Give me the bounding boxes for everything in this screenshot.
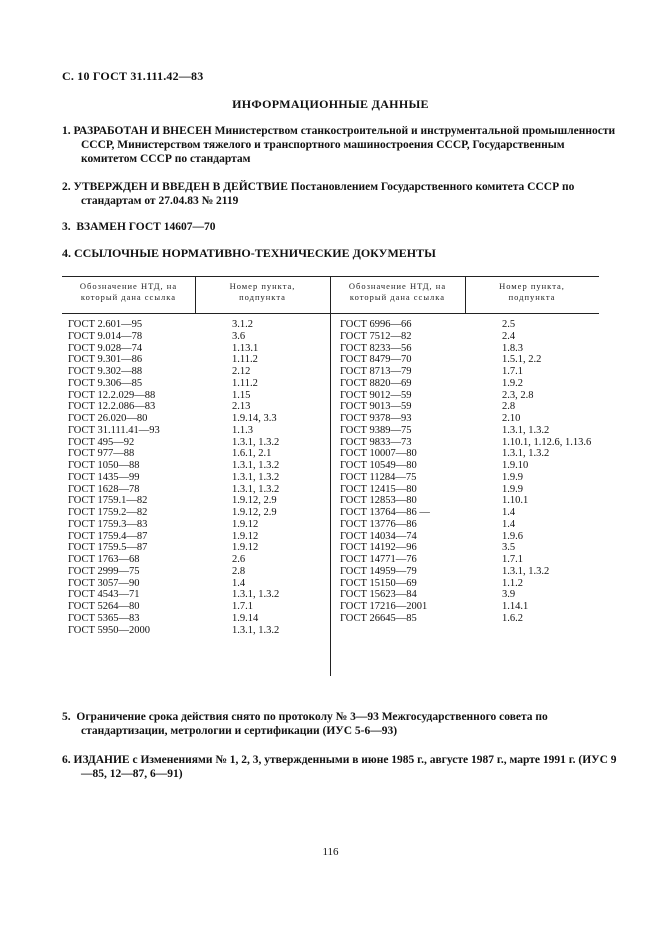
- table-cell: 2.8: [232, 565, 246, 577]
- table-cell: ГОСТ 8233—56: [340, 342, 412, 354]
- header-line: Обозначение НТД, на: [348, 281, 447, 291]
- table-cell: ГОСТ 9.302—88: [68, 366, 143, 377]
- table-cell: 1.11.2: [232, 377, 258, 389]
- table-cell: ГОСТ 1628—78: [68, 483, 140, 495]
- table-cell: ГОСТ 9.014—78: [68, 330, 143, 342]
- table-cell: 1.4: [502, 518, 516, 530]
- table-cell: 1.15: [232, 389, 251, 401]
- table-cell: 1.6.1, 2.1: [232, 448, 272, 460]
- item-number: 4.: [62, 246, 71, 260]
- references-table: [62, 276, 599, 678]
- table-cell: 1.3.1, 1.3.2: [502, 424, 550, 436]
- table-cell: 1.9.12: [232, 530, 259, 542]
- table-cell: 1.9.12: [232, 518, 259, 530]
- table-cell: 1.1.3: [232, 424, 253, 436]
- left-items-column: [232, 319, 279, 636]
- table-cell: 1.3.1, 1.3.2: [232, 589, 280, 601]
- info-item-4: [62, 246, 619, 260]
- table-cell: ГОСТ 13776—86: [340, 518, 417, 530]
- header-line: подпункта: [239, 292, 286, 302]
- header-item-left: [195, 281, 330, 303]
- item-text: Ограничение срока действия снято по протоколу № 3—93 Межгосударственного совета по стандартизации, метрологии и сертификации (ИУС 5-6—93): [76, 711, 548, 737]
- table-cell: 3.9: [502, 589, 516, 601]
- item-text: с Изменениями № 1, 2, 3, утвержденными в июне 1985 г., августе 1987 г., марте 1991 г. (ИУС 9—85, 12—87, 6—91): [81, 754, 617, 780]
- table-cell: 1.3.1, 1.3.2: [232, 471, 280, 483]
- table-cell: 1.9.12, 2.9: [232, 507, 277, 518]
- table-cell: 3.5: [502, 542, 516, 554]
- table-cell: ГОСТ 4543—71: [68, 589, 140, 601]
- table-cell: ГОСТ 9013—59: [340, 401, 412, 413]
- table-cell: 1.4: [502, 507, 516, 518]
- table-cell: ГОСТ 8479—70: [340, 354, 412, 366]
- table-cell: ГОСТ 5264—80: [68, 601, 140, 612]
- item-number: 5.: [62, 711, 71, 723]
- table-cell: 1.8.3: [502, 342, 523, 354]
- table-cell: ГОСТ 1759.1—82: [68, 495, 148, 507]
- table-cell: 1.3.1, 1.3.2: [502, 565, 550, 577]
- table-cell: ГОСТ 7512—82: [340, 330, 412, 342]
- table-cell: 2.12: [232, 366, 251, 377]
- table-cell: ГОСТ 10007—80: [340, 448, 417, 460]
- table-cell: ГОСТ 9378—93: [340, 413, 412, 424]
- table-cell: 1.9.10: [502, 460, 529, 471]
- header-item-right: [465, 281, 599, 303]
- right-docs-column: [340, 319, 430, 625]
- table-cell: ГОСТ 26.020—80: [68, 413, 148, 424]
- table-cell: ГОСТ 12415—80: [340, 483, 417, 495]
- table-cell: ГОСТ 5365—83: [68, 612, 140, 624]
- table-cell: ГОСТ 17216—2001: [340, 601, 428, 612]
- header-line: подпункта: [508, 292, 556, 302]
- table-cell: 1.3.1, 1.3.2: [232, 483, 280, 495]
- table-cell: 1.5.1, 2.2: [502, 354, 542, 366]
- table-cell: ГОСТ 1759.3—83: [68, 518, 148, 530]
- table-cell: ГОСТ 14959—79: [340, 565, 417, 577]
- item-text: Постановлением Государственного комитета СССР по стандартам от 27.04.83 № 2119: [81, 181, 575, 207]
- table-cell: 1.7.1: [232, 601, 253, 612]
- table-cell: 1.9.9: [502, 471, 523, 483]
- table-cell: ГОСТ 977—88: [68, 448, 135, 460]
- table-cell: ГОСТ 12.2.029—88: [68, 389, 156, 401]
- item-number: 6.: [62, 754, 71, 766]
- table-cell: 1.11.2: [232, 354, 258, 366]
- table-cell: ГОСТ 8820—69: [340, 377, 412, 389]
- table-cell: ГОСТ 15623—84: [340, 589, 417, 601]
- table-cell: 1.7.1: [502, 366, 523, 377]
- table-cell: 2.4: [502, 330, 516, 342]
- table-cell: ГОСТ 9.301—86: [68, 354, 143, 366]
- table-cell: 1.4: [232, 577, 246, 589]
- table-cell: 1.9.6: [502, 530, 523, 542]
- table-cell: 1.3.1, 1.3.2: [232, 436, 280, 448]
- table-cell: ГОСТ 12853—80: [340, 495, 417, 507]
- table-cell: ГОСТ 14034—74: [340, 530, 417, 542]
- table-cell: 1.9.12, 2.9: [232, 495, 277, 507]
- table-cell: ГОСТ 3057—90: [68, 577, 140, 589]
- table-cell: ГОСТ 1759.2—82: [68, 507, 148, 518]
- header-doc-left: [62, 281, 195, 303]
- table-cell: 1.13.1: [232, 342, 259, 354]
- table-cell: 3.1.2: [232, 319, 253, 330]
- item-text: Министерством станкостроительной и инструментальной промышленности СССР, Министерством тяжелого и транспортного машиностроения СССР, Государственным комитетом СССР по стандартам: [81, 125, 616, 165]
- table-cell: ГОСТ 6996—66: [340, 319, 412, 330]
- table-cell: ГОСТ 11284—75: [340, 471, 417, 483]
- item-lead: ИЗДАНИЕ: [73, 754, 130, 766]
- table-cell: ГОСТ 495—92: [68, 436, 135, 448]
- table-cell: 1.9.2: [502, 377, 523, 389]
- section-title: ИНФОРМАЦИОННЫЕ ДАННЫЕ: [232, 97, 429, 111]
- table-cell: ГОСТ 1763—68: [68, 554, 140, 565]
- table-cell: 3.6: [232, 330, 246, 342]
- table-cell: 1.9.14: [232, 612, 259, 624]
- table-cell: 2.10: [502, 413, 521, 424]
- table-cell: 1.1.2: [502, 577, 523, 589]
- table-cell: 1.3.1, 1.3.2: [232, 460, 280, 471]
- table-cell: 1.6.2: [502, 612, 523, 624]
- table-cell: 1.3.1, 1.3.2: [502, 448, 550, 460]
- table-cell: 2.13: [232, 401, 251, 413]
- table-cell: ГОСТ 1050—88: [68, 460, 140, 471]
- header-line: Номер пункта,: [229, 281, 296, 291]
- right-items-column: [502, 319, 591, 625]
- table-cell: ГОСТ 14192—96: [340, 542, 417, 554]
- table-cell: ГОСТ 9833—73: [340, 436, 412, 448]
- info-item-6: [62, 753, 619, 781]
- table-cell: 1.9.12: [232, 542, 259, 554]
- item-number: 2.: [62, 181, 71, 193]
- info-item-1: [62, 124, 619, 166]
- table-cell: ГОСТ 1435—99: [68, 471, 140, 483]
- table-cell: 1.10.1: [502, 495, 529, 507]
- table-cell: 1.10.1, 1.12.6, 1.13.6: [502, 436, 592, 448]
- item-number: 3.: [62, 221, 71, 233]
- table-cell: 1.3.1, 1.3.2: [232, 624, 280, 636]
- left-docs-column: [68, 319, 160, 636]
- table-cell: 2.8: [502, 401, 516, 413]
- table-cell: ГОСТ 1759.5—87: [68, 542, 148, 554]
- header-line: Обозначение НТД, на: [79, 281, 178, 291]
- page-header: С. 10 ГОСТ 31.111.42—83: [62, 69, 204, 83]
- table-cell: 1.9.9: [502, 483, 523, 495]
- table-cell: ГОСТ 9.306—85: [68, 377, 143, 389]
- table-cell: ГОСТ 2.601—95: [68, 319, 143, 330]
- table-cell: ГОСТ 9.028—74: [68, 342, 143, 354]
- table-cell: ГОСТ 2999—75: [68, 565, 140, 577]
- table-cell: ГОСТ 1759.4—87: [68, 530, 148, 542]
- table-cell: 2.3, 2.8: [502, 389, 534, 401]
- table-cell: ГОСТ 13764—86 —: [340, 507, 430, 518]
- info-item-2: [62, 180, 619, 208]
- table-cell: 2.5: [502, 319, 516, 330]
- header-line: который дана ссылка: [80, 292, 177, 302]
- header-line: который дана ссылка: [349, 292, 446, 302]
- header-doc-right: [330, 281, 465, 303]
- table-cell: ГОСТ 12.2.086—83: [68, 401, 156, 413]
- table-cell: 1.7.1: [502, 554, 523, 565]
- item-number: 1.: [62, 125, 71, 137]
- table-cell: 1.9.14, 3.3: [232, 413, 277, 424]
- header-line: Номер пункта,: [499, 281, 565, 291]
- item-lead: РАЗРАБОТАН И ВНЕСЕН: [73, 125, 212, 137]
- column-divider: [330, 276, 331, 676]
- table-cell: ГОСТ 26645—85: [340, 612, 417, 624]
- info-item-3: [62, 220, 619, 234]
- table-cell: ГОСТ 10549—80: [340, 460, 417, 471]
- table-cell: ГОСТ 5950—2000: [68, 624, 151, 636]
- table-cell: ГОСТ 8713—79: [340, 366, 412, 377]
- item-lead: ВЗАМЕН ГОСТ 14607—70: [76, 221, 216, 233]
- table-cell: ГОСТ 14771—76: [340, 554, 417, 565]
- table-cell: 1.14.1: [502, 601, 529, 612]
- table-cell: ГОСТ 31.111.41—93: [68, 424, 160, 436]
- item-lead: УТВЕРЖДЕН И ВВЕДЕН В ДЕЙСТВИЕ: [73, 181, 288, 193]
- item-lead: ССЫЛОЧНЫЕ НОРМАТИВНО-ТЕХНИЧЕСКИЕ ДОКУМЕНТЫ: [74, 246, 436, 260]
- table-cell: ГОСТ 9012—59: [340, 389, 412, 401]
- table-cell: 2.6: [232, 554, 246, 565]
- page-number: 116: [322, 846, 339, 858]
- table-cell: ГОСТ 15150—69: [340, 577, 417, 589]
- table-cell: ГОСТ 9389—75: [340, 424, 412, 436]
- info-item-5: [62, 710, 619, 738]
